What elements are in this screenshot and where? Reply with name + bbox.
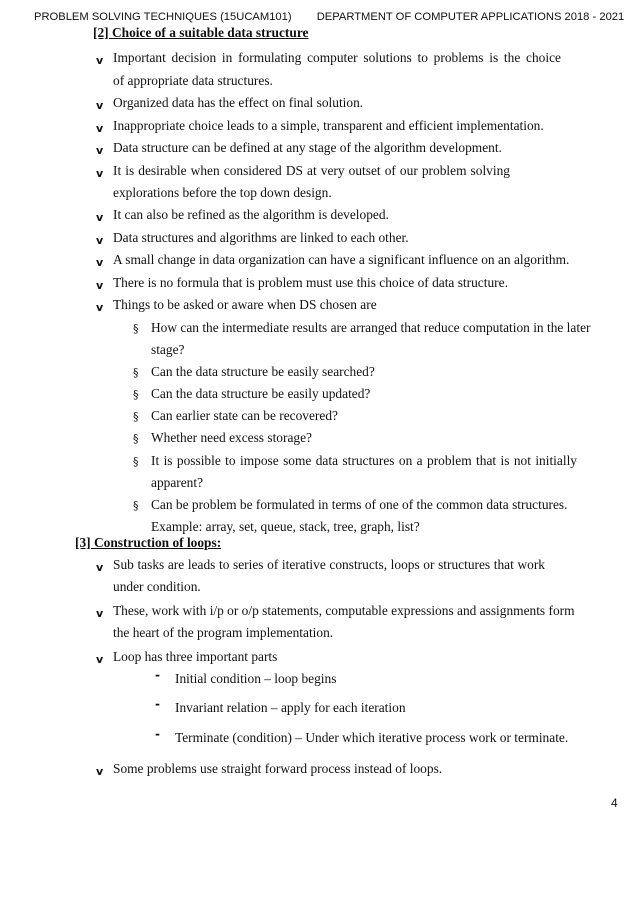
bullet-icon: v [96,122,104,135]
sub-list-item: Can the data structure be easily searched? [151,364,375,379]
sub-list-item: It is possible to impose some data structures on a problem that is not initially [151,453,577,468]
course-title: PROBLEM SOLVING TECHNIQUES (15UCAM101) [34,11,292,23]
bullet-icon: v [96,279,104,292]
loop-part: Initial condition – loop begins [175,671,337,686]
list-item: Organized data has the effect on final solution. [113,95,364,110]
section-sign-icon: § [133,499,139,512]
dash-bullet-icon: - [155,727,160,741]
bullet-icon: v [96,256,104,269]
bullet-icon: v [96,765,104,778]
list-item: Loop has three important parts [113,649,278,664]
loop-part: Invariant relation – apply for each iteration [175,700,406,715]
section-3-heading: [3] Construction of loops: [75,535,222,550]
list-item: A small change in data organization can have a significant influence on an algorithm. [113,252,570,267]
list-item: Some problems use straight forward process instead of loops. [113,761,443,776]
bullet-icon: v [96,653,104,666]
list-item-continuation: under condition. [113,579,201,594]
list-item-continuation: explorations before the top down design. [113,185,332,200]
sub-list-item: Can the data structure be easily updated? [151,386,371,401]
list-item: These, work with i/p or o/p statements, computable expressions and assignments form [113,603,575,618]
list-item: It is desirable when considered DS at very outset of our problem solving [113,163,510,178]
loop-part: Terminate (condition) – Under which iterative process work or terminate. [175,730,569,745]
sub-list-item: Can earlier state can be recovered? [151,408,338,423]
dash-bullet-icon: - [155,668,160,682]
section-sign-icon: § [133,388,139,401]
section-sign-icon: § [133,410,139,423]
bullet-icon: v [96,99,104,112]
sub-list-item: How can the intermediate results are arranged that reduce computation in the later [151,320,591,335]
section-sign-icon: § [133,366,139,379]
list-item: Inappropriate choice leads to a simple, transparent and efficient implementation. [113,118,544,133]
department-title: DEPARTMENT OF COMPUTER APPLICATIONS 2018 - 2021 [316,11,625,23]
sub-list-item-continuation: apparent? [151,475,204,490]
sub-list-item-continuation: Example: array, set, queue, stack, tree, graph, list? [151,519,420,534]
list-item: There is no formula that is problem must use this choice of data structure. [113,275,508,290]
list-item-continuation: of appropriate data structures. [113,73,273,88]
list-item: Important decision in formulating computer solutions to problems is the choice [113,50,561,65]
list-item: Things to be asked or aware when DS chosen are [113,297,377,312]
bullet-icon: v [96,234,104,247]
sub-list-item: Whether need excess storage? [151,430,312,445]
list-item: Sub tasks are leads to series of iterative constructs, loops or structures that work [113,557,545,572]
bullet-icon: v [96,167,104,180]
section-sign-icon: § [133,432,139,445]
list-item: Data structure can be defined at any stage of the algorithm development. [113,140,502,155]
list-item: Data structures and algorithms are linked to each other. [113,230,409,245]
page-header [34,11,625,23]
sub-list-item-continuation: stage? [151,342,185,357]
list-item-continuation: the heart of the program implementation. [113,625,334,640]
section-2-heading: [2] Choice of a suitable data structure [93,25,309,40]
section-sign-icon: § [133,455,139,468]
bullet-icon: v [96,211,104,224]
bullet-icon: v [96,301,104,314]
page-number: 4 [611,796,618,810]
sub-list-item: Can be problem be formulated in terms of one of the common data structures. [151,497,568,512]
section-sign-icon: § [133,322,139,335]
bullet-icon: v [96,607,104,620]
dash-bullet-icon: - [155,697,160,711]
bullet-icon: v [96,561,104,574]
list-item: It can also be refined as the algorithm is developed. [113,207,389,222]
bullet-icon: v [96,54,104,67]
bullet-icon: v [96,144,104,157]
